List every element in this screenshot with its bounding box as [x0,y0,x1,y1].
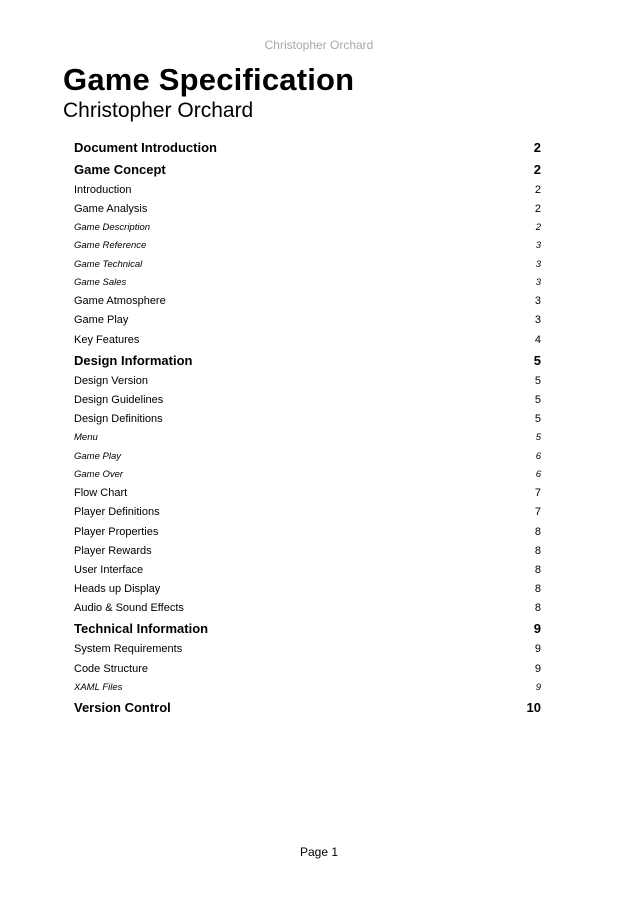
toc-entry[interactable] [74,237,541,255]
toc-entry-label: Audio & Sound Effects [74,602,184,615]
toc-entry-label: Technical Information [74,621,209,637]
document-title: Game Specification [63,62,355,97]
toc-entry[interactable] [74,447,541,465]
toc-entry-page: 9 [533,621,541,637]
toc-entry-label: Game Analysis [74,202,148,215]
toc-entry-label: Heads up Display [74,583,161,596]
toc-entry-label: Menu [74,432,98,444]
toc-entry[interactable] [74,292,541,311]
toc-entry-label: Game Play [74,450,121,462]
toc-entry-page: 8 [534,544,541,557]
document-author: Christopher Orchard [63,99,254,122]
toc-entry[interactable] [74,410,541,429]
toc-entry-page: 9 [534,643,541,656]
toc-entry-label: Game Reference [74,240,147,252]
toc-entry-label: User Interface [74,563,144,576]
toc-entry-page: 10 [526,700,541,716]
toc-entry-page: 5 [533,352,541,368]
toc-entry-page: 2 [534,183,541,196]
toc-entry-page: 5 [535,432,541,444]
toc-entry[interactable] [74,465,541,483]
toc-entry[interactable] [74,199,541,218]
page-number: Page 1 [299,845,339,859]
toc-entry-label: Game Concept [74,161,166,177]
toc-entry[interactable] [74,429,541,447]
toc-entry-label: Game Atmosphere [74,295,166,308]
toc-entry-label: Version Control [74,700,171,716]
toc-entry-label: Design Guidelines [74,393,164,406]
toc-entry-page: 5 [534,393,541,406]
toc-entry-label: Introduction [74,183,132,196]
toc-entry-label: Player Definitions [74,506,160,519]
toc-entry-label: Design Definitions [74,413,163,426]
toc-entry[interactable] [74,560,541,579]
toc-entry[interactable] [74,599,541,618]
toc-entry-page: 4 [534,333,541,346]
toc-entry[interactable] [74,640,541,659]
toc-entry-page: 6 [535,468,541,480]
toc-entry-label: Game Sales [74,276,127,288]
toc-entry[interactable] [74,273,541,291]
toc-entry-page: 3 [534,295,541,308]
toc-entry-page: 2 [535,222,541,234]
toc-entry-label: System Requirements [74,643,183,656]
toc-entry-page: 8 [534,563,541,576]
toc-entry-page: 9 [535,681,541,693]
toc-entry-label: Player Properties [74,525,159,538]
toc-entry-page: 8 [534,525,541,538]
toc-entry-page: 7 [534,487,541,500]
toc-entry-page: 5 [534,413,541,426]
toc-entry-page: 8 [534,602,541,615]
toc-entry[interactable] [74,541,541,560]
toc-entry[interactable] [74,659,541,678]
toc-entry-page: 9 [534,662,541,675]
toc-entry-label: Flow Chart [74,487,128,500]
toc-entry[interactable] [74,158,541,180]
toc-entry-label: Game Description [74,222,151,234]
toc-entry[interactable] [74,484,541,503]
toc-entry-label: Design Version [74,374,148,387]
toc-entry[interactable] [74,580,541,599]
toc-entry-page: 2 [533,161,541,177]
toc-entry[interactable] [74,697,541,719]
toc-entry-label: Code Structure [74,662,148,675]
toc-entry[interactable] [74,678,541,696]
toc-entry[interactable] [74,522,541,541]
toc-entry[interactable] [74,180,541,199]
toc-entry-page: 3 [534,314,541,327]
toc-entry-label: Game Play [74,314,129,327]
toc-entry[interactable] [74,255,541,273]
toc-entry-label: Game Over [74,468,124,480]
toc-entry[interactable] [74,349,541,371]
toc-entry[interactable] [74,136,541,158]
toc-entry-label: Player Rewards [74,544,152,557]
toc-entry[interactable] [74,311,541,330]
toc-entry-label: Key Features [74,333,140,346]
toc-entry-page: 3 [535,276,541,288]
toc-entry[interactable] [74,503,541,522]
toc-entry-page: 5 [534,374,541,387]
toc-entry-page: 7 [534,506,541,519]
toc-entry[interactable] [74,371,541,390]
toc-entry[interactable] [74,218,541,236]
table-of-contents [74,136,541,719]
toc-entry-page: 3 [535,258,541,270]
toc-entry-page: 6 [535,450,541,462]
toc-entry-page: 2 [533,139,541,155]
running-header: Christopher Orchard [264,38,374,52]
toc-entry[interactable] [74,618,541,640]
toc-entry-label: Game Technical [74,258,143,270]
toc-entry-label: Design Information [74,352,193,368]
toc-entry-page: 2 [534,202,541,215]
toc-entry-page: 8 [534,583,541,596]
toc-entry[interactable] [74,390,541,409]
toc-entry-page: 3 [535,240,541,252]
toc-entry-label: Document Introduction [74,139,217,155]
toc-entry[interactable] [74,330,541,349]
toc-entry-label: XAML Files [74,681,123,693]
